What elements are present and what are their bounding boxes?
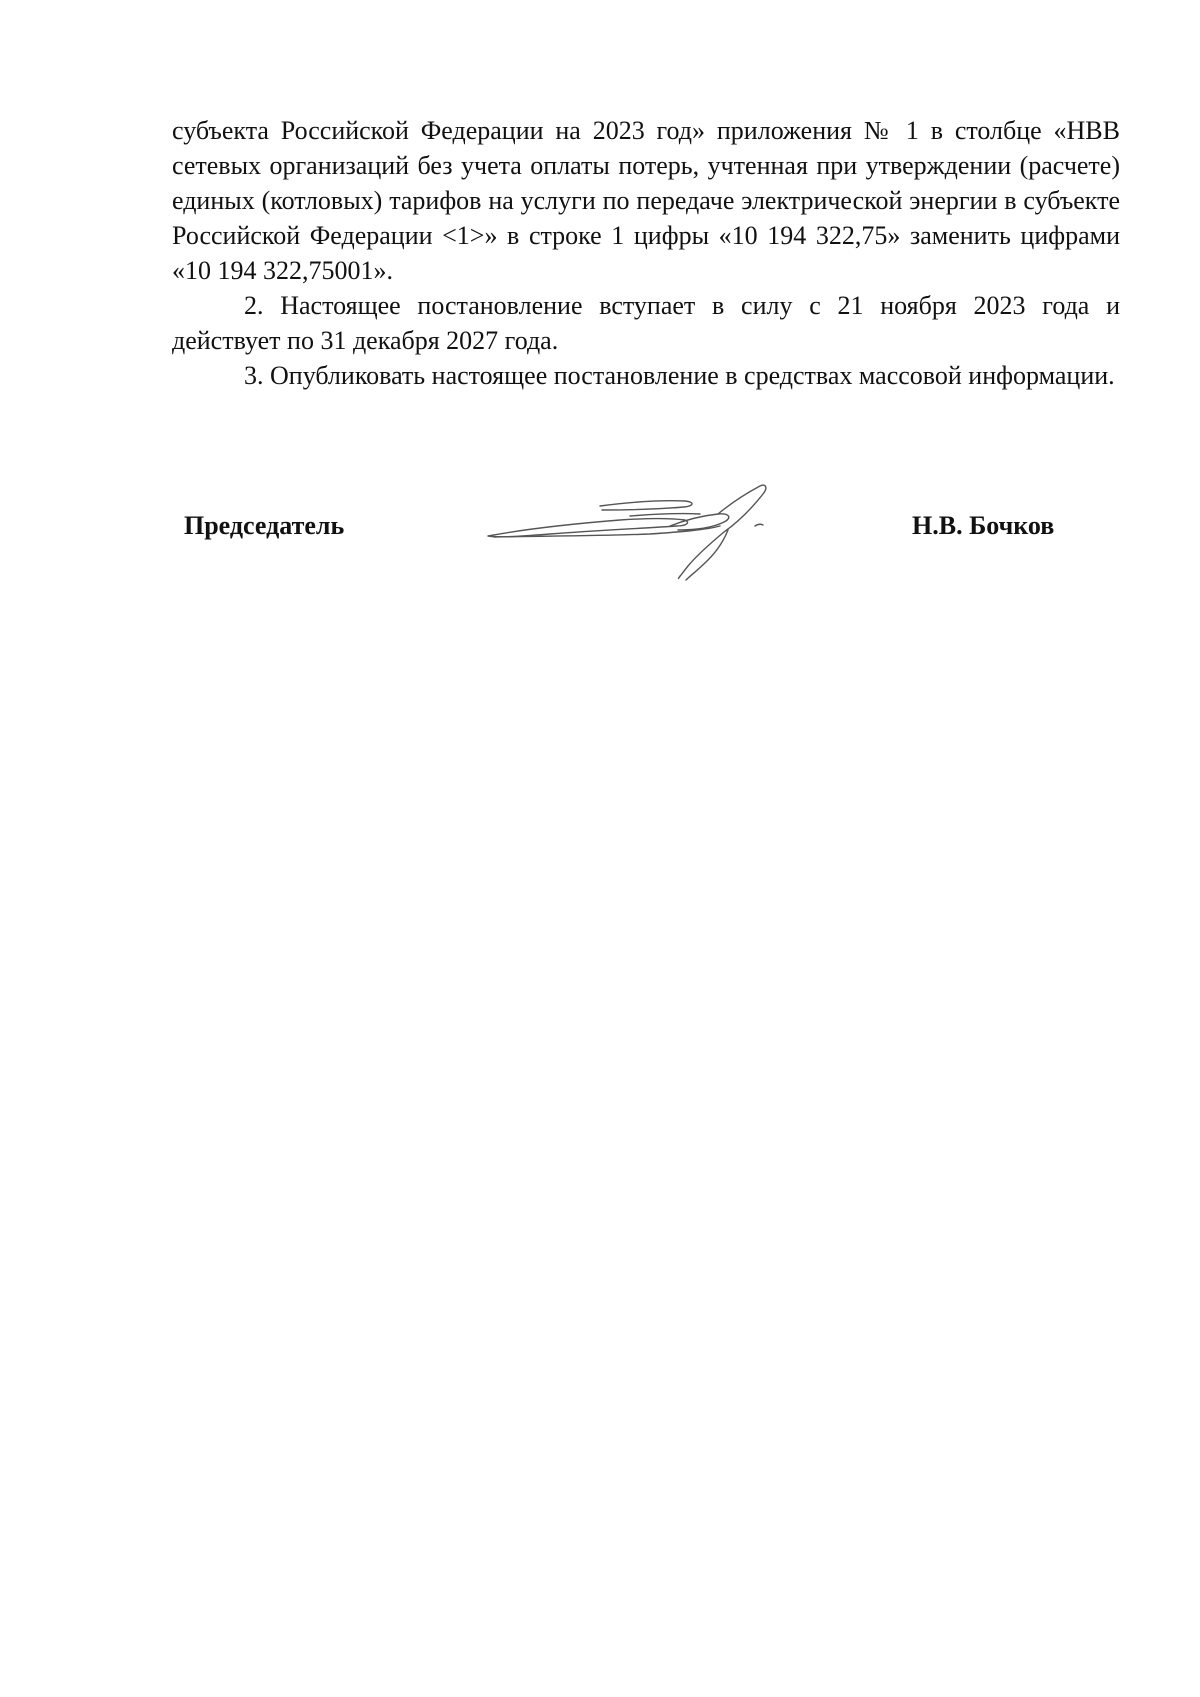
paragraph-continuation: субъекта Российской Федерации на 2023 год» приложения № 1 в столбце «НВВ сетевых организаций без учета оплаты потерь, учтенная при утверждении (расчете) единых (котловых) тарифов на услуги по передаче электрической энергии в субъекте Российской Федерации <1>» в строке 1 цифры «10 194 322,75» заменить цифрами «10 194 322,75001». xyxy=(172,116,1120,285)
signatory-title: Председатель xyxy=(184,511,345,540)
document-body xyxy=(172,113,1120,393)
signature-block xyxy=(0,480,1200,590)
paragraph-item-2: 2. Настоящее постановление вступает в силу с 21 ноября 2023 года и действует по 31 декабря 2027 года. xyxy=(172,291,1120,355)
handwritten-signature xyxy=(480,480,800,590)
paragraph-item-3: 3. Опубликовать настоящее постановление в средствах массовой информации. xyxy=(244,361,1115,390)
signatory-name: Н.В. Бочков xyxy=(912,511,1055,540)
